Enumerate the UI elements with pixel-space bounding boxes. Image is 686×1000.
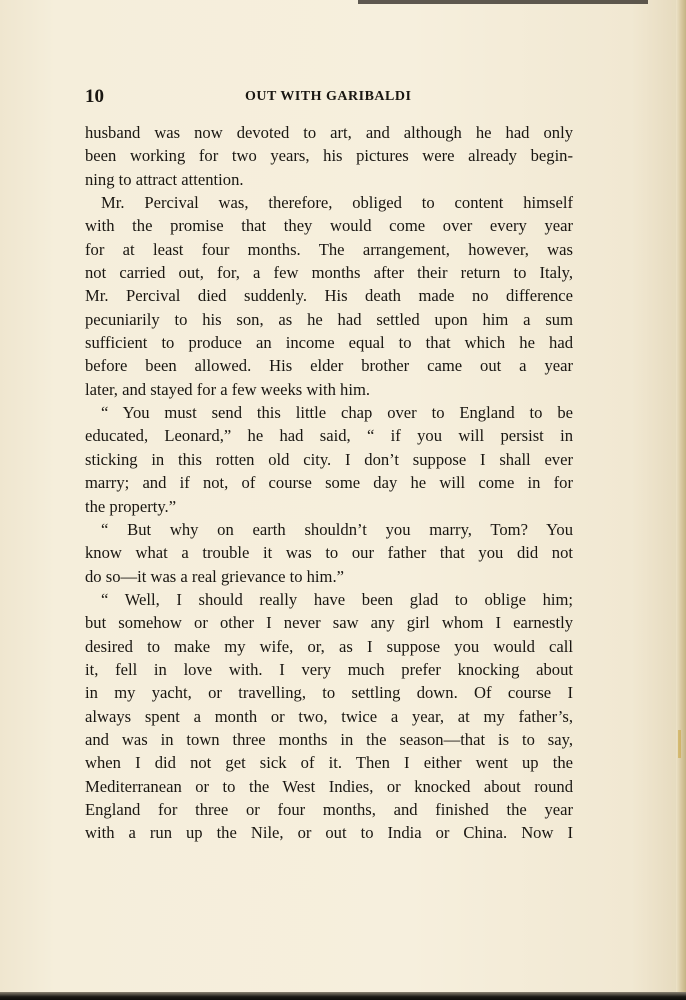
text-line: later, and stayed for a few weeks with him. xyxy=(85,379,371,399)
text-line: Mr. Percival was, therefore, obliged to content himself xyxy=(101,193,573,213)
text-line: desired to make my wife, or, as I suppose you would call xyxy=(85,636,573,656)
page-header xyxy=(85,86,575,108)
text-line: Mediterranean or to the West Indies, or knocked about round xyxy=(85,776,573,796)
text-line: husband was now devoted to art, and although he had only xyxy=(85,123,573,142)
text-line: England for three or four months, and finished the year xyxy=(85,799,573,819)
text-line: and was in town three months in the season—that is to say, xyxy=(85,729,573,749)
text-line: been working for two years, his pictures were already begin- xyxy=(85,146,573,166)
page-edge-right xyxy=(676,0,686,1000)
text-line: with a run up the Nile, or out to India or China. Now I xyxy=(85,823,573,843)
text-line: sticking in this rotten old city. I don’t suppose I shall ever xyxy=(85,449,573,469)
page-number: 10 xyxy=(85,86,104,107)
scan-edge-bottom xyxy=(0,992,686,1000)
text-line: always spent a month or two, twice a year, at my father’s, xyxy=(85,706,573,726)
text-line: “ Well, I should really have been glad to oblige him; xyxy=(101,589,573,609)
text-line: when I did not get sick of it. Then I either went up the xyxy=(85,753,573,773)
text-line: not carried out, for, a few months after their return to Italy, xyxy=(85,263,573,283)
text-line: “ You must send this little chap over to England to be xyxy=(101,403,573,423)
scan-mark xyxy=(678,730,681,758)
text-line: marry; and if not, of course some day he will come in for xyxy=(85,473,573,493)
text-line: sufficient to produce an income equal to that which he had xyxy=(85,333,573,353)
text-line: “ But why on earth shouldn’t you marry, Tom? You xyxy=(101,519,573,539)
text-line: educated, Leonard,” he had said, “ if you will persist in xyxy=(85,426,573,446)
text-line: ning to attract attention. xyxy=(85,169,244,189)
text-line: pecuniarily to his son, as he had settled upon him a sum xyxy=(85,309,573,329)
text-line: Mr. Percival died suddenly. His death made no difference xyxy=(85,286,573,306)
text-line: it, fell in love with. I very much prefer knocking about xyxy=(85,659,573,679)
text-line: know what a trouble it was to our father that you did not xyxy=(85,543,573,563)
text-line: the property.” xyxy=(85,496,177,516)
text-line: with the promise that they would come over every year xyxy=(85,216,573,236)
text-line: do so—it was a real grievance to him.” xyxy=(85,566,344,586)
text-line: in my yacht, or travelling, to settling down. Of course I xyxy=(85,683,573,703)
text-line: before been allowed. His elder brother came out a year xyxy=(85,356,573,376)
text-line: for at least four months. The arrangement, however, was xyxy=(85,239,573,259)
scan-edge-top xyxy=(358,0,648,4)
body-text xyxy=(85,121,573,845)
text-line: but somehow or other I never saw any girl whom I earnestly xyxy=(85,613,573,633)
running-title: OUT WITH GARIBALDI xyxy=(245,89,412,104)
